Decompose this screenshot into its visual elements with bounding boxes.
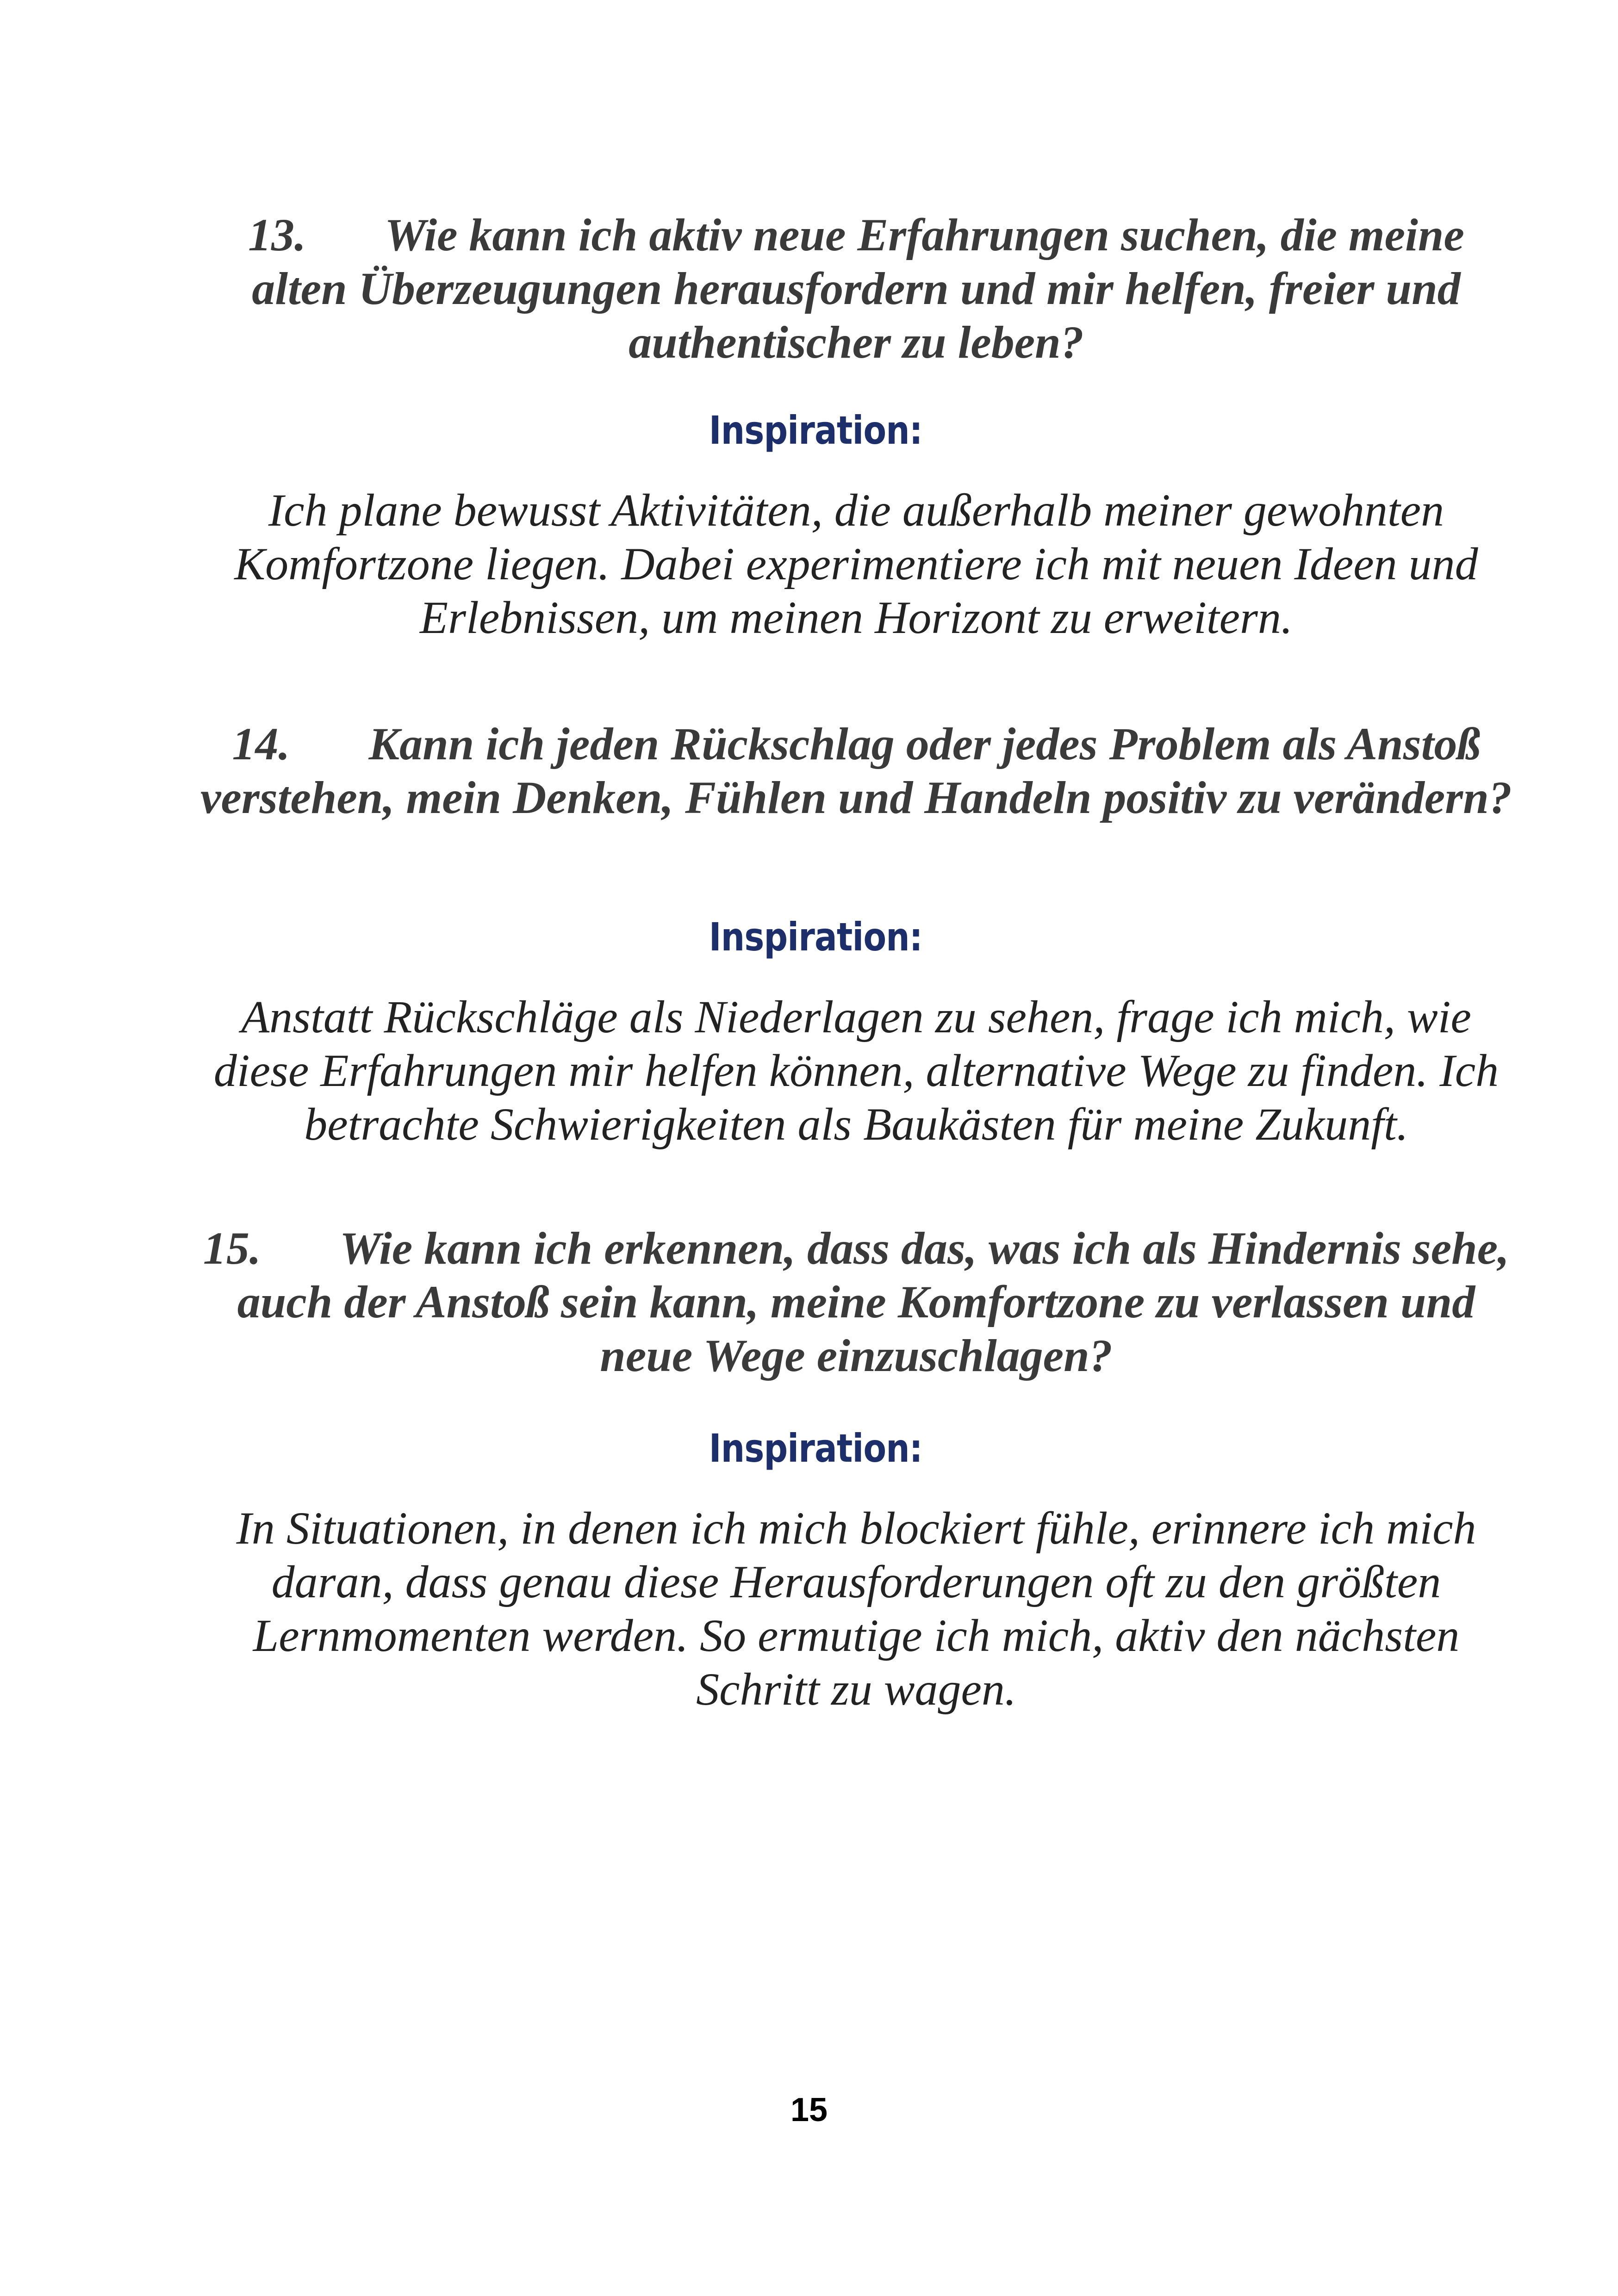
question-text: Kann ich jeden Rückschlag oder jedes Problem als Anstoß verstehen, mein Denken, Fühlen und Handeln positiv zu verändern?: [200, 718, 1512, 823]
inspiration-heading-15: Inspiration:: [709, 1426, 922, 1471]
question-15: [199, 1222, 1513, 1383]
question-13: [199, 208, 1513, 369]
page-number: 15: [790, 2091, 828, 2128]
question-number: 13.: [248, 209, 306, 261]
inspiration-answer-13: Ich plane bewusst Aktivitäten, die außerhalb meiner gewohnten Komfortzone liegen. Dabei experimentiere ich mit neuen Ideen und Erlebnissen, um meinen Horizont zu erweitern.: [234, 484, 1478, 643]
question-text: Wie kann ich erkennen, dass das, was ich als Hindernis sehe, auch der Anstoß sein kann, meine Komfortzone zu verlassen und neue Wege einzuschlagen?: [237, 1222, 1510, 1381]
inspiration-answer-14: Anstatt Rückschläge als Niederlagen zu sehen, frage ich mich, wie diese Erfahrungen mir helfen können, alternative Wege zu finden. Ich betrachte Schwierigkeiten als Baukästen für meine Zukunft.: [213, 991, 1499, 1150]
inspiration-heading-14: Inspiration:: [709, 914, 922, 960]
inspiration-heading-13: Inspiration:: [709, 408, 922, 453]
question-number: 14.: [232, 718, 290, 769]
inspiration-answer-15: In Situationen, in denen ich mich blockiert fühle, erinnere ich mich daran, dass genau diese Herausforderungen oft zu den größten Lernmomenten werden. So ermutige ich mich, aktiv den nächsten Schritt zu wagen.: [236, 1502, 1476, 1715]
question-text: Wie kann ich aktiv neue Erfahrungen suchen, die meine alten Überzeugungen herausfordern und mir helfen, freier und authentischer zu leben?: [252, 209, 1464, 368]
question-14: [199, 717, 1513, 825]
question-number: 15.: [203, 1222, 261, 1274]
